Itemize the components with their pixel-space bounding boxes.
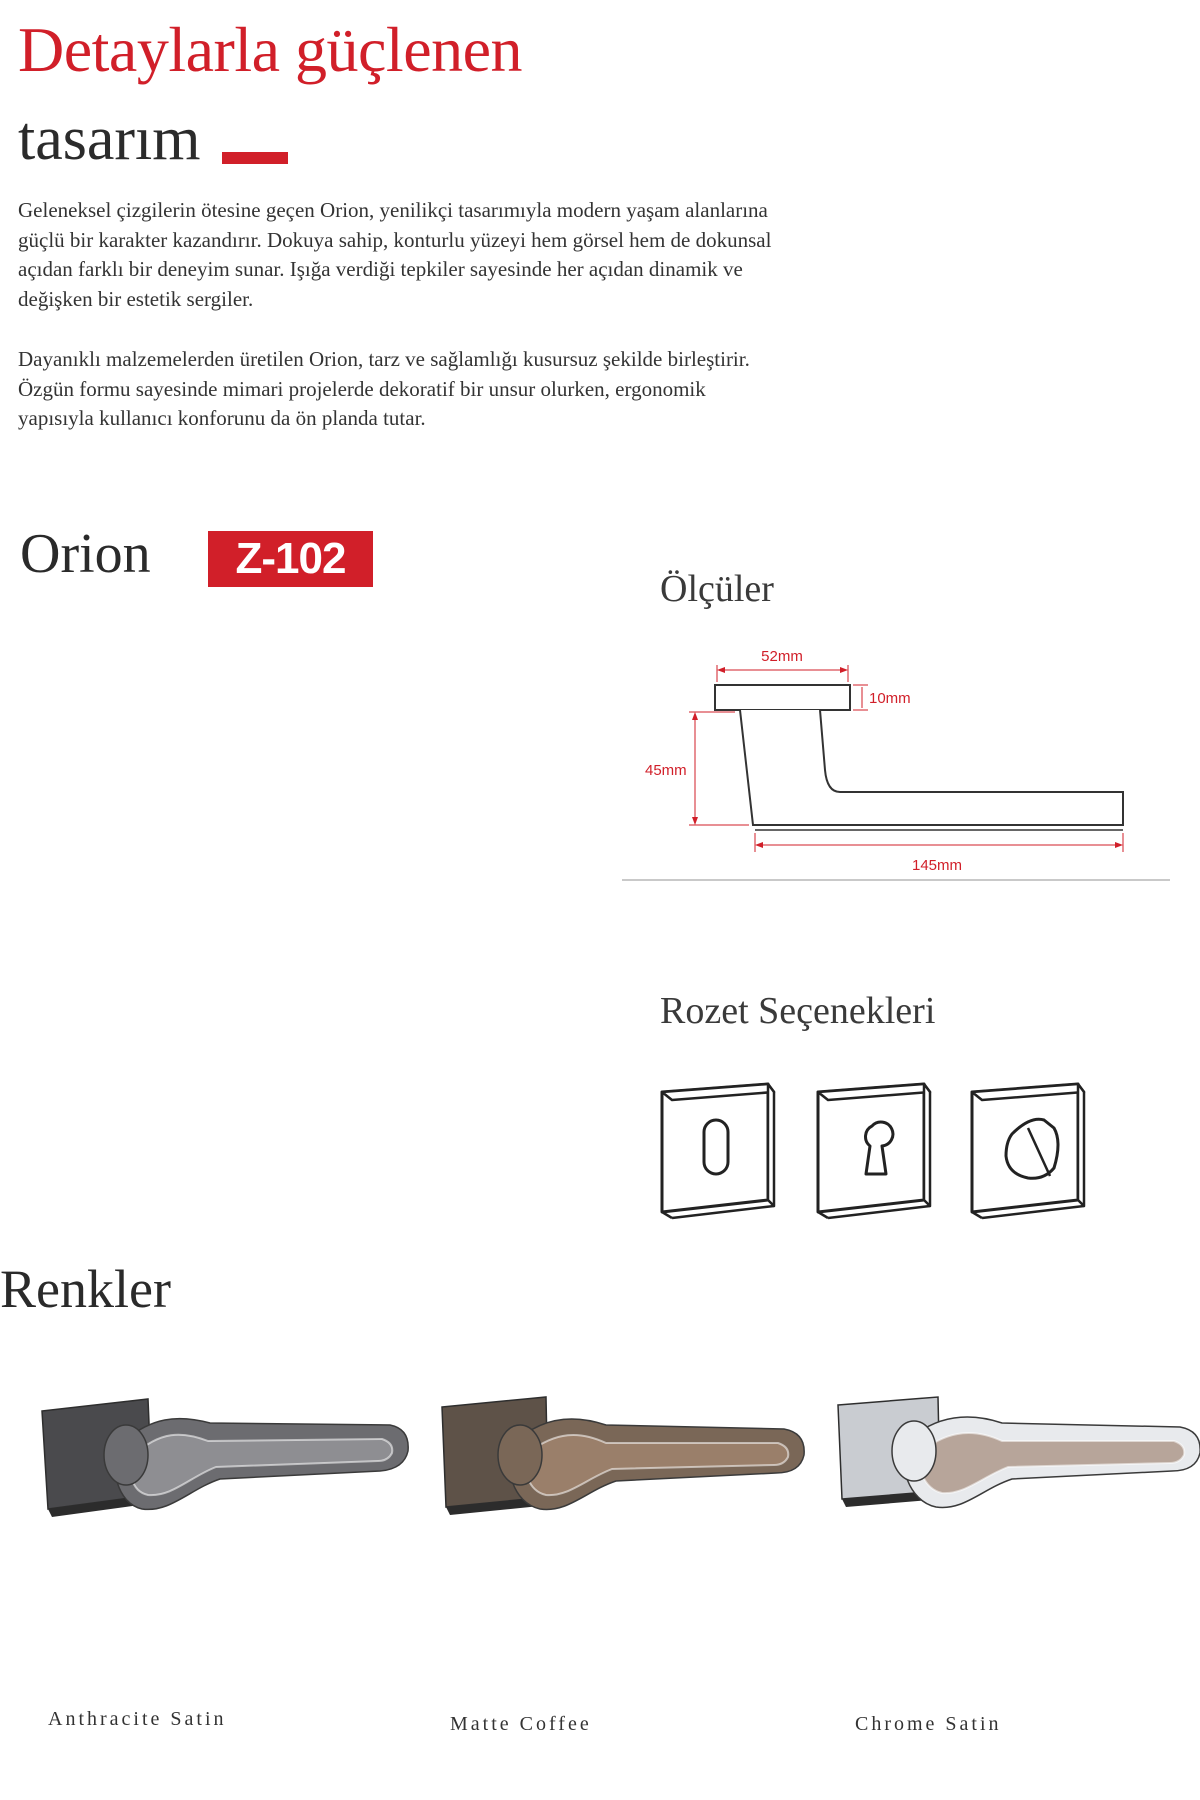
dimensions-title: Ölçüler (660, 568, 774, 610)
headline-accent-bar (222, 152, 288, 164)
dimensions-divider (622, 879, 1170, 881)
height-dimension (689, 712, 749, 825)
colors-title: Renkler (0, 1259, 171, 1319)
classic-keyhole-icon (818, 1084, 930, 1218)
thumb-turn-icon (972, 1084, 1084, 1218)
headline-line-1: Detaylarla güçlenen (18, 14, 522, 85)
color-label-coffee: Matte Coffee (450, 1713, 592, 1735)
height-label: 45mm (645, 762, 687, 779)
rose-outline (715, 685, 850, 710)
product-name: Orion (20, 523, 151, 585)
anthracite-satin-handle (30, 1385, 410, 1545)
color-label-anthracite: Anthracite Satin (48, 1708, 227, 1730)
thickness-dimension (853, 685, 868, 710)
color-label-chrome: Chrome Satin (855, 1713, 1002, 1735)
length-dimension (755, 833, 1123, 852)
matte-coffee-handle (430, 1385, 810, 1545)
thickness-label: 10mm (869, 690, 911, 707)
dimensions-diagram (615, 630, 1175, 890)
headline-line-2: tasarım (18, 105, 201, 173)
chrome-satin-handle (826, 1385, 1200, 1545)
intro-paragraph-2: Dayanıklı malzemelerden üretilen Orion, tarz ve sağlamlığı kusursuz şekilde birleştirir. Özgün formu sayesinde mimari projelerde dekoratif bir unsur olurken, ergonomik yapısıyla kullanıcı konforunu da ön planda tutar. (18, 347, 750, 430)
intro-paragraph-1: Geleneksel çizgilerin ötesine geçen Orion, yenilikçi tasarımıyla modern yaşam alanlarına güçlü bir karakter kazandırır. Dokuya sahip, konturlu yüzeyi hem görsel hem de dokunsal açıdan farklı bir deneyim sunar. Işığa verdiği tepkiler sayesinde her açıdan dinamik ve değişken bir estetik sergiler. (18, 198, 772, 311)
rosette-options (650, 1072, 1110, 1242)
product-code-badge: Z-102 (208, 531, 373, 587)
lever-outline (740, 710, 1123, 825)
length-label: 145mm (911, 857, 963, 874)
width-label: 52mm (761, 648, 803, 665)
rosette-options-title: Rozet Seçenekleri (660, 990, 936, 1032)
width-dimension (717, 665, 848, 682)
oval-keyhole-icon (662, 1084, 774, 1218)
